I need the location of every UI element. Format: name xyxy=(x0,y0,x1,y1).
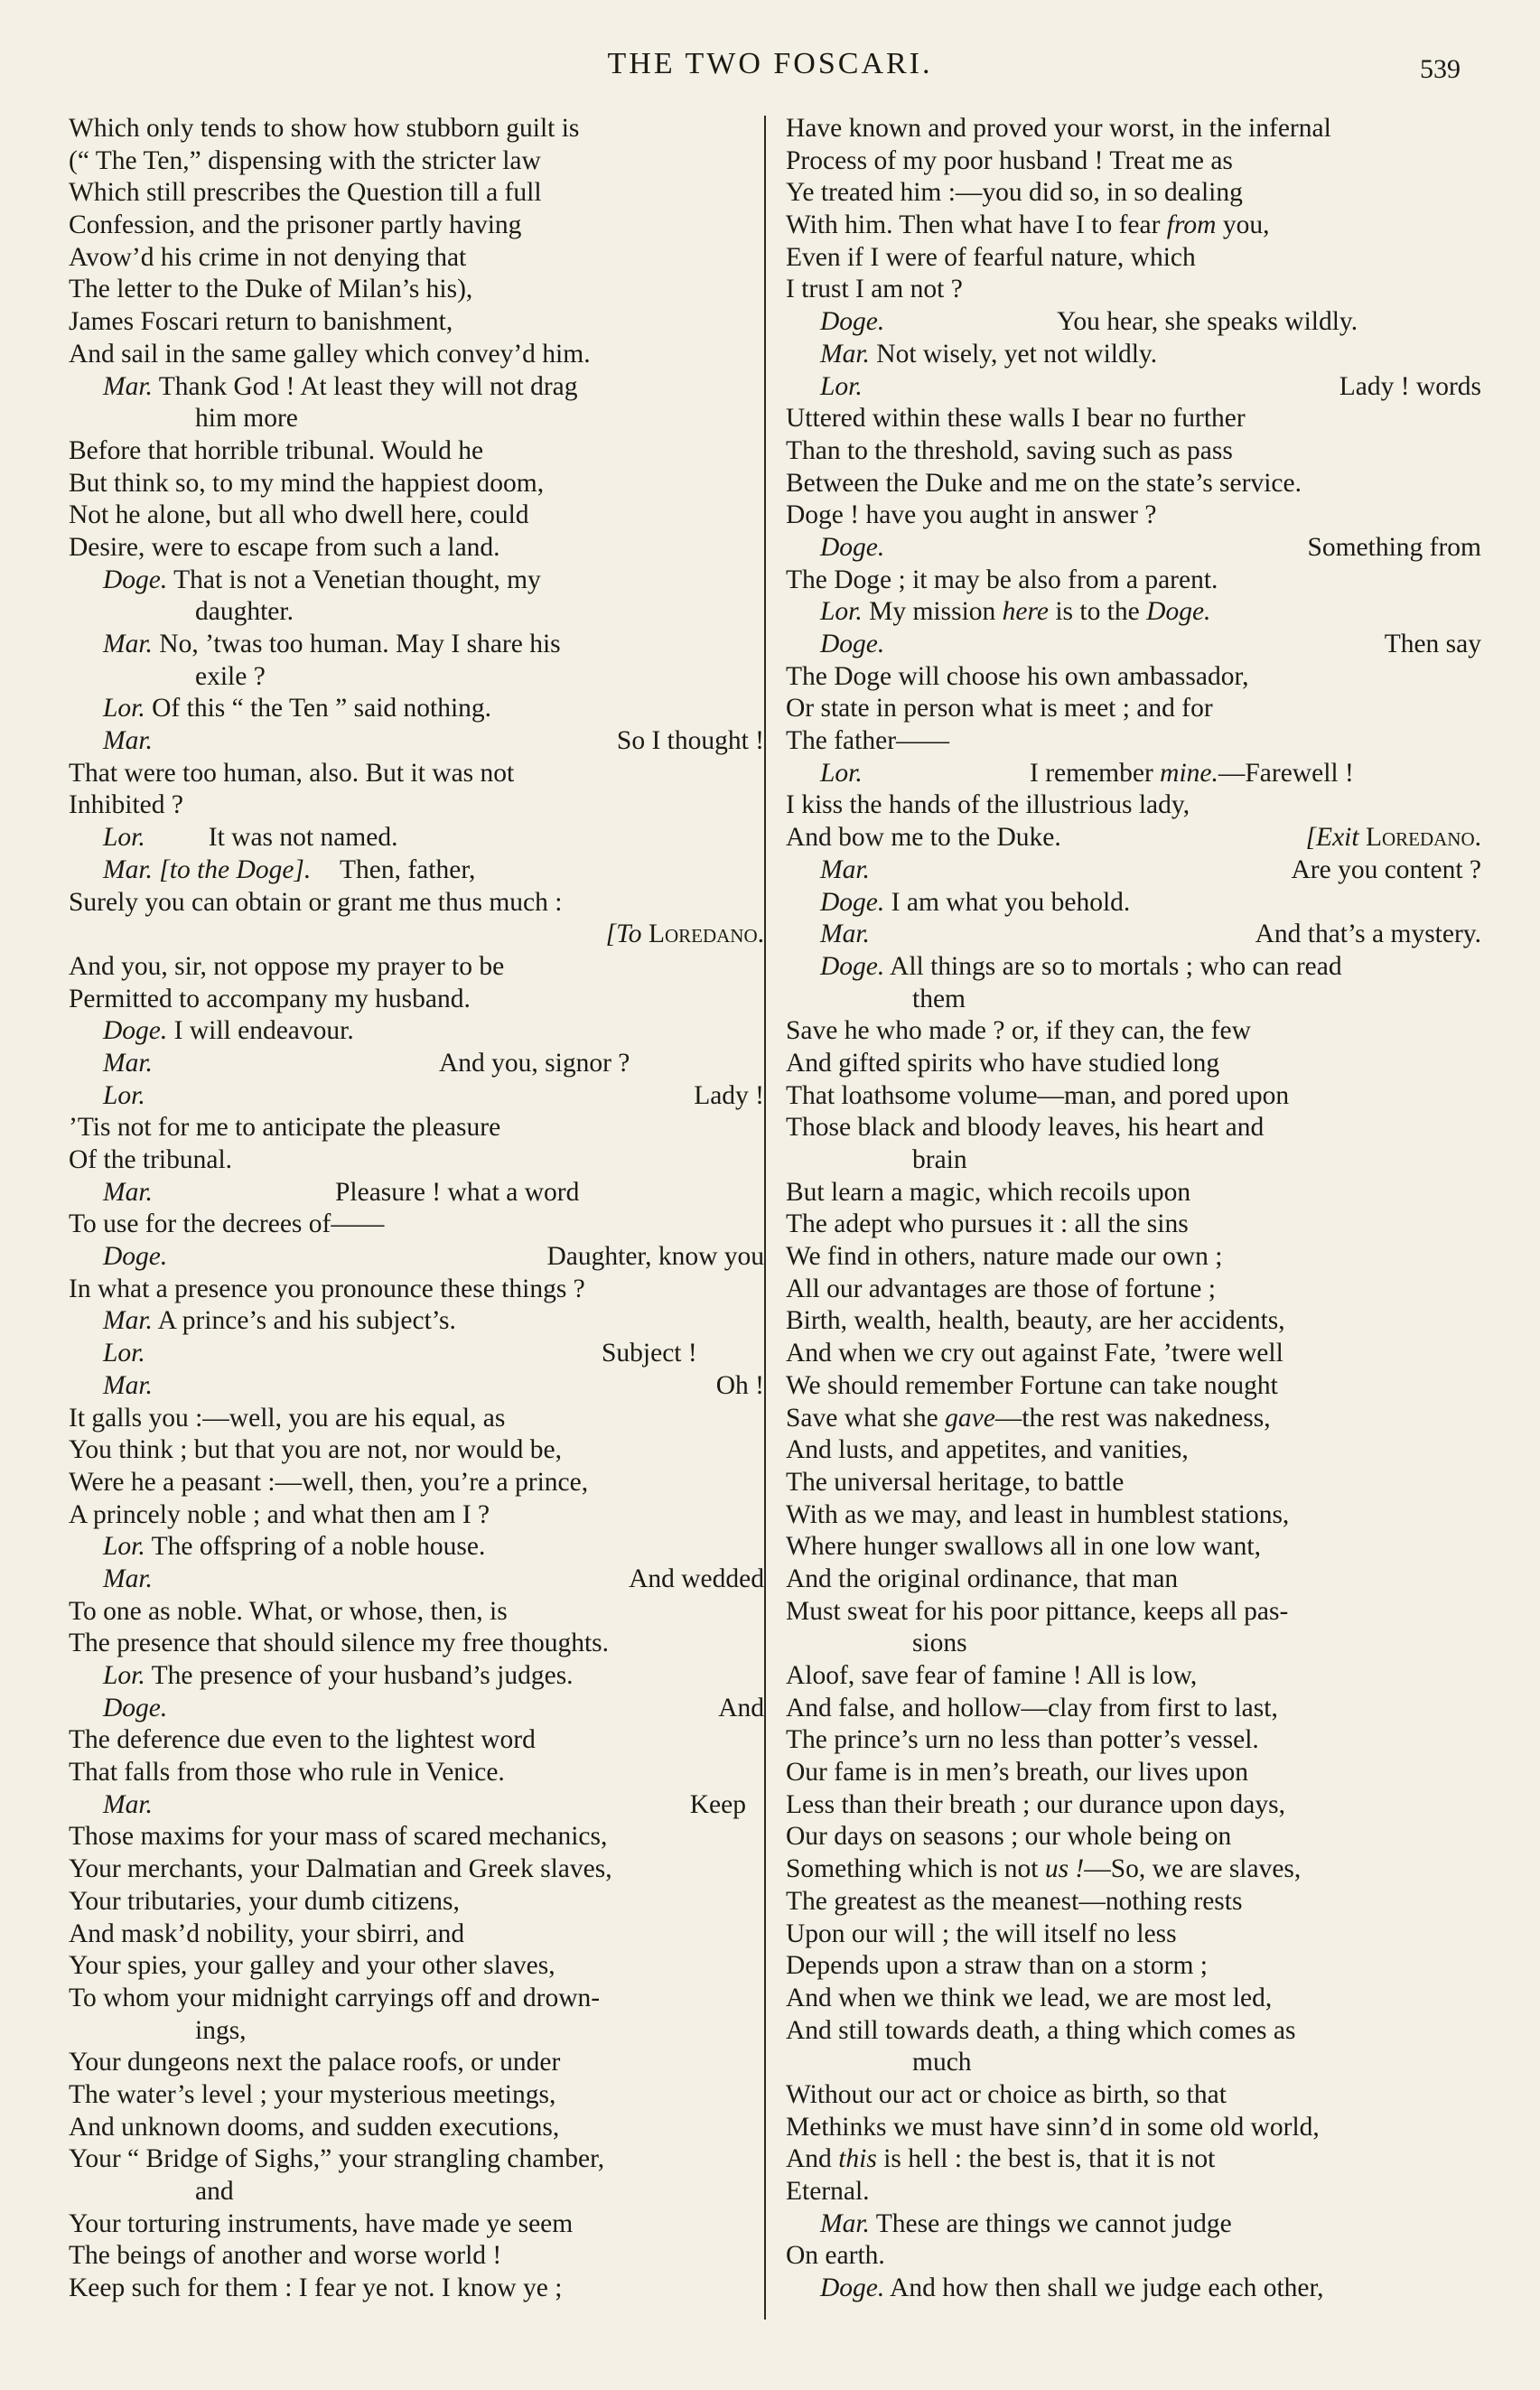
speech-text: Then, father, xyxy=(340,854,476,884)
verse-line: And still towards death, a thing which comes as xyxy=(786,2015,1296,2045)
speech-line xyxy=(69,693,764,725)
speech-line xyxy=(786,951,1481,984)
verse-line: The greatest as the meanest—nothing rests xyxy=(786,1886,1243,1916)
speech-text: Thank God ! At least they will not drag xyxy=(158,371,578,401)
speech-line xyxy=(69,1080,764,1113)
speech-text: And you, signor ? xyxy=(439,1048,630,1078)
stage-direction-line xyxy=(69,919,764,951)
speech-text: Of this “ the Ten ” said nothing. xyxy=(152,694,492,724)
speaker: Lor. xyxy=(103,1080,145,1110)
speech-line xyxy=(69,1531,764,1564)
left-column xyxy=(69,113,764,2305)
verse-line: The Doge ; it may be also from a parent. xyxy=(786,565,1218,594)
verse-line: Not he alone, but all who dwell here, could xyxy=(69,500,529,530)
verse-line: The beings of another and worse world ! xyxy=(69,2241,502,2271)
verse-line xyxy=(786,1853,1481,1886)
speaker: Mar. xyxy=(103,1789,153,1819)
speech-text: I am what you behold. xyxy=(891,887,1131,917)
verse-line: Keep such for them : I fear ye not. I know ye ; xyxy=(69,2273,563,2303)
verse-line: And you, sir, not oppose my prayer to be xyxy=(69,951,505,981)
speaker: Doge. xyxy=(103,1693,168,1722)
speaker: Mar. xyxy=(103,1306,153,1336)
speech-line xyxy=(69,854,764,887)
verse-line: them xyxy=(912,984,966,1013)
speech-line xyxy=(69,1241,764,1274)
speech-text: And xyxy=(718,1693,764,1722)
speaker: Doge. xyxy=(820,951,885,981)
emphasis: here xyxy=(1002,597,1049,627)
verse-text: is hell : the best is, that it is not xyxy=(883,2144,1216,2174)
speech-line xyxy=(69,1789,764,1822)
verse-line: Which still prescribes the Question till a full xyxy=(69,178,542,208)
speech-text: Oh ! xyxy=(715,1370,764,1400)
verse-line: But think so, to my mind the happiest doom, xyxy=(69,468,545,498)
speech-line xyxy=(69,629,764,661)
speech-text: is to the xyxy=(1055,597,1140,627)
speaker: Lor. xyxy=(103,823,145,853)
speaker: Lor. xyxy=(820,371,863,401)
verse-line: The adept who pursues it : all the sins xyxy=(786,1209,1189,1239)
speech-text: You hear, she speaks wildly. xyxy=(1057,307,1358,337)
verse-line: Which only tends to show how stubborn guilt is xyxy=(69,114,580,143)
verse-line xyxy=(786,2143,1481,2176)
speech-line xyxy=(786,2208,1481,2241)
speech-line xyxy=(69,1564,764,1596)
speech-line xyxy=(786,919,1481,951)
verse-line: And unknown dooms, and sudden executions, xyxy=(69,2112,560,2142)
speech-line xyxy=(69,1370,764,1403)
verse-line: The universal heritage, to battle xyxy=(786,1467,1125,1497)
verse-line: And when we cry out against Fate, ’twere well xyxy=(786,1339,1283,1368)
verse-line: daughter. xyxy=(195,597,294,627)
verse-line: Aloof, save fear of famine ! All is low, xyxy=(786,1661,1198,1690)
verse-line: And lusts, and appetites, and vanities, xyxy=(786,1435,1189,1465)
verse-line: Less than their breath ; our durance upon days, xyxy=(786,1789,1285,1819)
verse-line: And false, and hollow—clay from first to last, xyxy=(786,1693,1278,1722)
speech-line xyxy=(786,854,1481,887)
page-header xyxy=(0,0,1540,90)
verse-line: Your dungeons next the palace roofs, or under xyxy=(69,2048,561,2077)
emphasis: us ! xyxy=(1044,1854,1085,1884)
speaker: Mar. xyxy=(820,2208,870,2238)
verse-line: and xyxy=(195,2177,234,2206)
speech-line xyxy=(69,1048,764,1080)
speaker: Mar. xyxy=(820,854,870,884)
verse-line: Birth, wealth, health, beauty, are her accidents, xyxy=(786,1306,1285,1336)
verse-line: Permitted to accompany my husband. xyxy=(69,984,471,1013)
verse-line: Uttered within these walls I bear no further xyxy=(786,404,1246,434)
speech-line xyxy=(786,887,1481,920)
speech-line xyxy=(69,1660,764,1693)
speech-text: Lady ! words xyxy=(1339,371,1481,401)
verse-line: Your torturing instruments, have made ye seem xyxy=(69,2208,574,2238)
verse-line: Depends upon a straw than on a storm ; xyxy=(786,1951,1208,1981)
verse-line: We find in others, nature made our own ; xyxy=(786,1242,1223,1272)
verse-line: And mask’d nobility, your sbirri, and xyxy=(69,1919,465,1948)
speech-text: And wedded xyxy=(629,1564,764,1593)
speaker: Mar. xyxy=(820,920,870,949)
speech-text: I remember xyxy=(1030,758,1153,788)
speaker: Mar. xyxy=(820,339,870,369)
verse-line: To use for the decrees of—— xyxy=(69,1209,385,1239)
verse-line: It galls you :—well, you are his equal, as xyxy=(69,1403,506,1433)
speaker: Mar. xyxy=(103,1177,153,1207)
emphasis: Doge. xyxy=(1146,597,1211,627)
verse-line: And gifted spirits who have studied long xyxy=(786,1048,1220,1078)
verse-text: —So, we are slaves, xyxy=(1084,1854,1302,1884)
verse-line: much xyxy=(912,2048,972,2077)
emphasis: gave xyxy=(945,1403,995,1433)
speech-line xyxy=(69,725,764,758)
verse-line: The letter to the Duke of Milan’s his), xyxy=(69,275,473,304)
speaker: Mar. xyxy=(103,630,153,658)
speaker: Mar. xyxy=(103,854,153,884)
verse-line: Must sweat for his poor pittance, keeps all pas- xyxy=(786,1596,1289,1626)
emphasis: this xyxy=(838,2144,877,2174)
speech-line xyxy=(786,596,1481,629)
verse-line: In what a presence you pronounce these things ? xyxy=(69,1274,585,1303)
verse-text: And xyxy=(786,2144,832,2174)
verse-line: Desire, were to escape from such a land. xyxy=(69,532,500,562)
speech-text: Keep xyxy=(689,1789,746,1819)
speech-text: Subject ! xyxy=(602,1339,697,1368)
speech-text: Something from xyxy=(1307,532,1481,562)
verse-line: Methinks we must have sinn’d in some old world, xyxy=(786,2112,1320,2142)
speaker: Doge. xyxy=(103,1242,168,1272)
verse-line: Of the tribunal. xyxy=(69,1145,233,1174)
verse-text: Something which is not xyxy=(786,1854,1039,1884)
verse-line xyxy=(786,210,1481,242)
speaker: Mar. xyxy=(103,1048,153,1078)
verse-line: Doge ! have you aught in answer ? xyxy=(786,500,1157,530)
verse-line: Your spies, your galley and your other slaves, xyxy=(69,1951,555,1981)
speech-text: And how then shall we judge each other, xyxy=(890,2273,1324,2303)
emphasis: mine. xyxy=(1160,758,1218,788)
speech-line xyxy=(69,1693,764,1725)
speaker: Mar. xyxy=(103,1370,153,1400)
verse-line: brain xyxy=(912,1145,967,1174)
verse-line: Process of my poor husband ! Treat me as xyxy=(786,145,1233,175)
speaker: Lor. xyxy=(103,1661,145,1690)
verse-line: Those maxims for your mass of scared mechanics, xyxy=(69,1822,608,1852)
verse-line: Than to the threshold, saving such as pass xyxy=(786,435,1233,465)
verse-line: Our fame is in men’s breath, our lives upon xyxy=(786,1758,1249,1788)
verse-line: I kiss the hands of the illustrious lady, xyxy=(786,790,1190,820)
verse-line: Our days on seasons ; our whole being on xyxy=(786,1822,1232,1852)
verse-line: The prince’s urn no less than potter’s vessel. xyxy=(786,1725,1259,1755)
verse-line: All our advantages are those of fortune ; xyxy=(786,1274,1216,1303)
verse-line: Surely you can obtain or grant me thus much : xyxy=(69,887,563,917)
verse-line: To whom your midnight carryings off and drown- xyxy=(69,1983,601,2012)
verse-line: But learn a magic, which recoils upon xyxy=(786,1177,1191,1207)
stage-direction: [Exit xyxy=(1305,823,1359,853)
verse-line: With as we may, and least in humblest stations, xyxy=(786,1499,1290,1529)
verse-line: Have known and proved your worst, in the infernal xyxy=(786,114,1331,143)
verse-line: I trust I am not ? xyxy=(786,275,963,304)
verse-line: Without our act or choice as birth, so that xyxy=(786,2079,1227,2109)
verse-line: Even if I were of fearful nature, which xyxy=(786,242,1196,272)
speech-line xyxy=(69,565,764,597)
verse-line: Ye treated him :—you did so, in so dealing xyxy=(786,178,1243,208)
verse-line: ings, xyxy=(195,2015,247,2045)
verse-text: With him. Then what have I to fear xyxy=(786,210,1161,240)
verse-line xyxy=(786,1403,1481,1435)
stage-direction: [To xyxy=(605,920,642,949)
speaker: Lor. xyxy=(820,597,863,627)
speech-line xyxy=(69,1177,764,1209)
speech-line xyxy=(786,306,1481,339)
speech-line xyxy=(786,2273,1481,2305)
speech-text: Are you content ? xyxy=(1291,854,1481,884)
verse-line: On earth. xyxy=(786,2241,885,2271)
speech-line xyxy=(786,371,1481,404)
verse-line: ’Tis not for me to anticipate the pleasure xyxy=(69,1113,501,1143)
verse-line: Or state in person what is meet ; and for xyxy=(786,694,1213,724)
speech-line xyxy=(69,1305,764,1338)
verse-line: sions xyxy=(912,1629,967,1658)
speaker: Mar. xyxy=(103,371,153,401)
speaker: Lor. xyxy=(103,694,145,724)
speaker: Mar. xyxy=(103,726,153,756)
speech-line xyxy=(786,629,1481,661)
speech-text: The offspring of a noble house. xyxy=(151,1532,486,1562)
verse-line: You think ; but that you are not, nor would be, xyxy=(69,1435,562,1465)
speech-line xyxy=(69,371,764,404)
verse-line: The deference due even to the lightest word xyxy=(69,1725,536,1755)
verse-line: That were too human, also. But it was not xyxy=(69,758,515,788)
verse-line: Confession, and the prisoner partly having xyxy=(69,210,522,240)
verse-line: The Doge will choose his own ambassador, xyxy=(786,661,1249,691)
speech-text: I will endeavour. xyxy=(173,1016,354,1046)
speech-text: All things are so to mortals ; who can read xyxy=(890,951,1342,981)
verse-line: That loathsome volume—man, and pored upon xyxy=(786,1080,1290,1110)
speech-text: My mission xyxy=(869,597,996,627)
right-column xyxy=(786,113,1481,2305)
page-number: 539 xyxy=(1420,54,1461,84)
speaker: Doge. xyxy=(103,565,168,594)
speech-line xyxy=(786,822,1481,854)
verse-line: That falls from those who rule in Venice. xyxy=(69,1758,505,1788)
verse-line: Your tributaries, your dumb citizens, xyxy=(69,1886,460,1916)
character-name: Loredano. xyxy=(1365,823,1481,853)
verse-line: Where hunger swallows all in one low want, xyxy=(786,1532,1261,1562)
speech-text: —Farewell ! xyxy=(1218,758,1354,788)
speech-line xyxy=(786,339,1481,371)
speech-text: A prince’s and his subject’s. xyxy=(157,1306,456,1336)
speaker: Lor. xyxy=(103,1339,145,1368)
verse-line: Were he a peasant :—well, then, you’re a prince, xyxy=(69,1467,589,1497)
verse-line: Eternal. xyxy=(786,2177,870,2206)
speech-line xyxy=(786,758,1481,790)
verse-line: And when we think we lead, we are most led, xyxy=(786,1983,1273,2012)
verse-line: The water’s level ; your mysterious meetings, xyxy=(69,2079,556,2109)
speech-text: The presence of your husband’s judges. xyxy=(151,1661,574,1690)
verse-line: Save he who made ? or, if they can, the few xyxy=(786,1016,1251,1046)
speech-line xyxy=(69,1338,764,1370)
speaker: Doge. xyxy=(820,307,885,337)
verse-line: Avow’d his crime in not denying that xyxy=(69,242,467,272)
speaker: Doge. xyxy=(103,1016,168,1046)
speech-text: It was not named. xyxy=(208,823,398,853)
speech-text: Not wisely, yet not wildly. xyxy=(876,339,1158,369)
speech-text: No, ’twas too human. May I share his xyxy=(159,630,561,658)
speaker: Doge. xyxy=(820,2273,885,2303)
speech-text: Daughter, know you xyxy=(546,1242,764,1272)
verse-line: (“ The Ten,” dispensing with the stricter law xyxy=(69,145,541,175)
speech-text: Lady ! xyxy=(694,1080,764,1110)
verse-text: Save what she xyxy=(786,1403,938,1433)
verse-line: Your merchants, your Dalmatian and Greek slaves, xyxy=(69,1854,612,1884)
running-title: THE TWO FOSCARI. xyxy=(607,47,933,80)
verse-line: him more xyxy=(195,404,298,434)
verse-text: —the rest was nakedness, xyxy=(994,1403,1271,1433)
verse-line: A princely noble ; and what then am I ? xyxy=(69,1499,490,1529)
verse-line: Those black and bloody leaves, his heart and xyxy=(786,1113,1265,1143)
speaker: Lor. xyxy=(103,1532,145,1562)
character-name: Loredano. xyxy=(648,920,764,949)
verse-line: Your “ Bridge of Sighs,” your strangling chamber, xyxy=(69,2144,605,2174)
speech-line xyxy=(69,1015,764,1048)
speech-line xyxy=(786,532,1481,565)
verse-line: Upon our will ; the will itself no less xyxy=(786,1919,1177,1948)
speech-text: So I thought ! xyxy=(616,726,764,756)
verse-line: Inhibited ? xyxy=(69,790,183,820)
verse-line: And the original ordinance, that man xyxy=(786,1564,1179,1593)
column-divider xyxy=(764,116,766,2320)
verse-line: Between the Duke and me on the state’s service. xyxy=(786,468,1302,498)
speaker: Doge. xyxy=(820,630,885,658)
verse-line: And sail in the same galley which convey’d him. xyxy=(69,339,591,369)
speech-text: Then say xyxy=(1384,630,1481,658)
speaker: Doge. xyxy=(820,887,885,917)
verse-line: Before that horrible tribunal. Would he xyxy=(69,435,484,465)
verse-line: We should remember Fortune can take nought xyxy=(786,1370,1278,1400)
verse-line: James Foscari return to banishment, xyxy=(69,307,453,337)
verse-line: The presence that should silence my free thoughts. xyxy=(69,1629,610,1658)
verse-text: And bow me to the Duke. xyxy=(786,823,1061,853)
speaker: Doge. xyxy=(820,532,885,562)
speaker: Lor. xyxy=(820,758,863,788)
speech-text: That is not a Venetian thought, my xyxy=(173,565,541,594)
speech-text: Pleasure ! what a word xyxy=(335,1177,580,1207)
speaker: Mar. xyxy=(103,1564,153,1593)
speech-line xyxy=(69,822,764,854)
speech-text: And that’s a mystery. xyxy=(1255,920,1481,949)
speech-text: These are things we cannot judge xyxy=(875,2208,1232,2238)
verse-line: exile ? xyxy=(195,661,266,691)
verse-text: you, xyxy=(1222,210,1270,240)
verse-line: The father—— xyxy=(786,726,950,756)
verse-line: To one as noble. What, or whose, then, is xyxy=(69,1596,508,1626)
stage-direction: [to the Doge]. xyxy=(159,854,312,884)
emphasis: from xyxy=(1166,210,1217,240)
